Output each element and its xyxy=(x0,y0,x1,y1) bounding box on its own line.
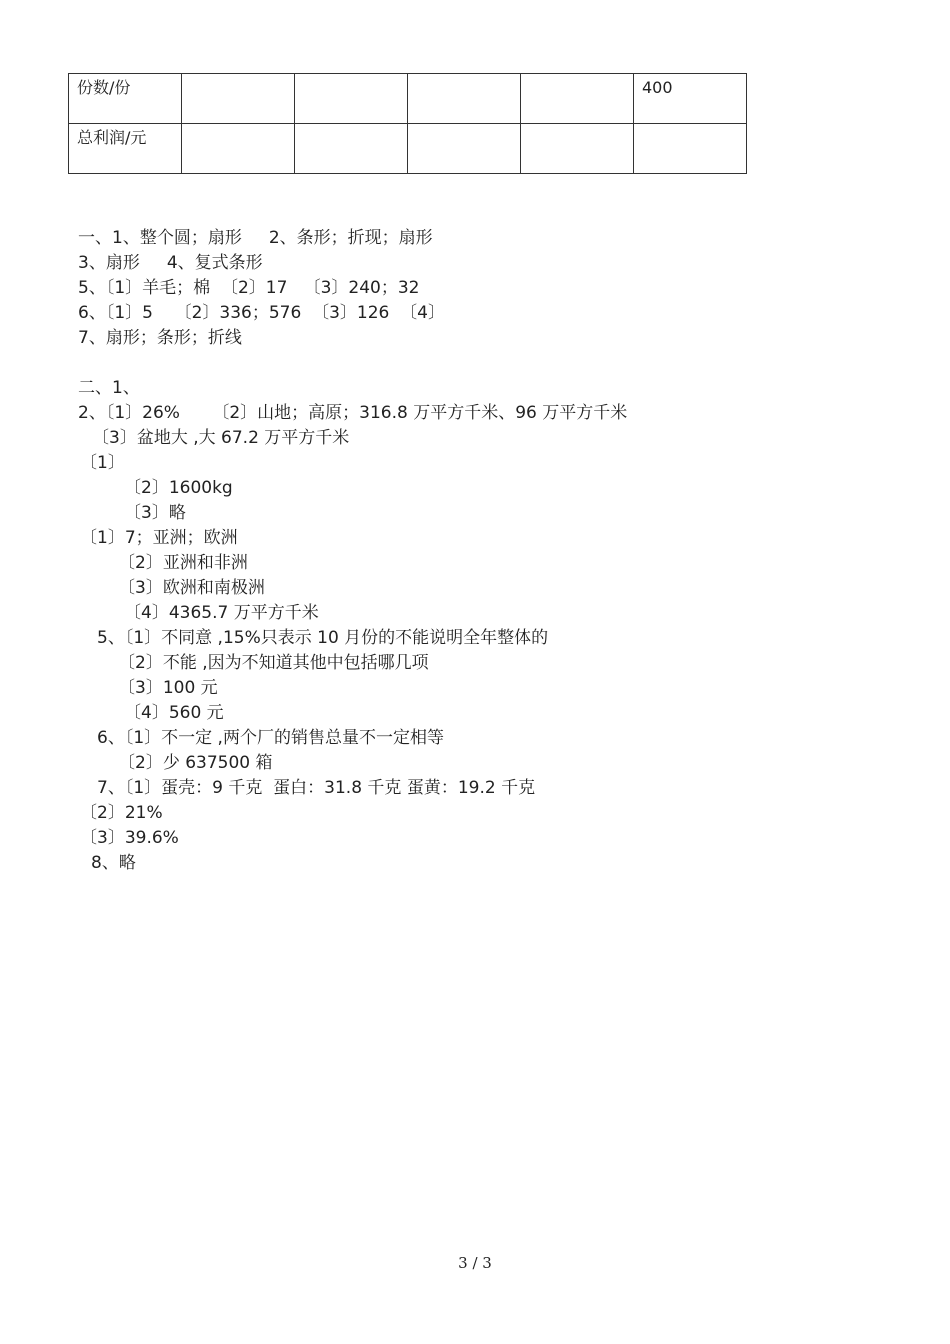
table-row xyxy=(69,124,747,174)
answer-line: 7、〔1〕蛋壳：9 千克 蛋白：31.8 千克 蛋黄：19.2 千克 xyxy=(97,778,536,798)
table-cell xyxy=(521,124,634,174)
answer-line: 〔2〕21% xyxy=(80,803,163,823)
table-cell xyxy=(521,74,634,124)
table-cell xyxy=(408,124,521,174)
answer-line: 〔2〕1600kg xyxy=(124,478,233,498)
row-label: 总利润/元 xyxy=(69,124,182,174)
answer-line: 5、〔1〕羊毛；棉 〔2〕17 〔3〕240；32 xyxy=(78,278,420,298)
answer-line: 〔3〕100 元 xyxy=(118,678,218,698)
answer-line: 二、1、 xyxy=(78,378,140,398)
answer-line: 〔3〕盆地大 ,大 67.2 万平方千米 xyxy=(92,428,350,448)
table-row xyxy=(69,74,747,124)
answer-line: 〔3〕欧洲和南极洲 xyxy=(118,578,265,598)
answer-line: 〔2〕不能 ,因为不知道其他中包括哪几项 xyxy=(118,653,429,673)
answer-line: 〔2〕少 637500 箱 xyxy=(118,753,273,773)
answer-line: 〔3〕39.6% xyxy=(80,828,179,848)
table-cell xyxy=(295,124,408,174)
answer-line: 〔1〕7；亚洲；欧洲 xyxy=(80,528,238,548)
row-label: 份数/份 xyxy=(69,74,182,124)
answer-line: 〔2〕亚洲和非洲 xyxy=(118,553,248,573)
answer-line: 〔1〕 xyxy=(80,453,125,473)
table-cell: 400 xyxy=(634,74,747,124)
table-cell xyxy=(634,124,747,174)
table-cell xyxy=(182,74,295,124)
answer-line: 7、扇形；条形；折线 xyxy=(78,328,242,348)
answer-line: 〔4〕560 元 xyxy=(124,703,224,723)
answer-line: 8、略 xyxy=(91,853,136,873)
answer-line: 一、1、整个圆；扇形 2、条形；折现；扇形 xyxy=(78,228,433,248)
answer-line: 〔3〕略 xyxy=(124,503,186,523)
answer-line: 〔4〕4365.7 万平方千米 xyxy=(124,603,319,623)
table-cell xyxy=(182,124,295,174)
table-cell xyxy=(295,74,408,124)
answer-line: 6、〔1〕5 〔2〕336；576 〔3〕126 〔4〕 xyxy=(78,303,445,323)
answer-line: 5、〔1〕不同意 ,15%只表示 10 月份的不能说明全年整体的 xyxy=(97,628,549,648)
page-number: 3 / 3 xyxy=(458,1254,492,1272)
answer-line: 3、扇形 4、复式条形 xyxy=(78,253,263,273)
table-cell xyxy=(408,74,521,124)
data-table xyxy=(68,73,747,174)
answer-line: 2、〔1〕26% 〔2〕山地；高原；316.8 万平方千米、96 万平方千米 xyxy=(78,403,628,423)
answer-line: 6、〔1〕不一定 ,两个厂的销售总量不一定相等 xyxy=(97,728,444,748)
